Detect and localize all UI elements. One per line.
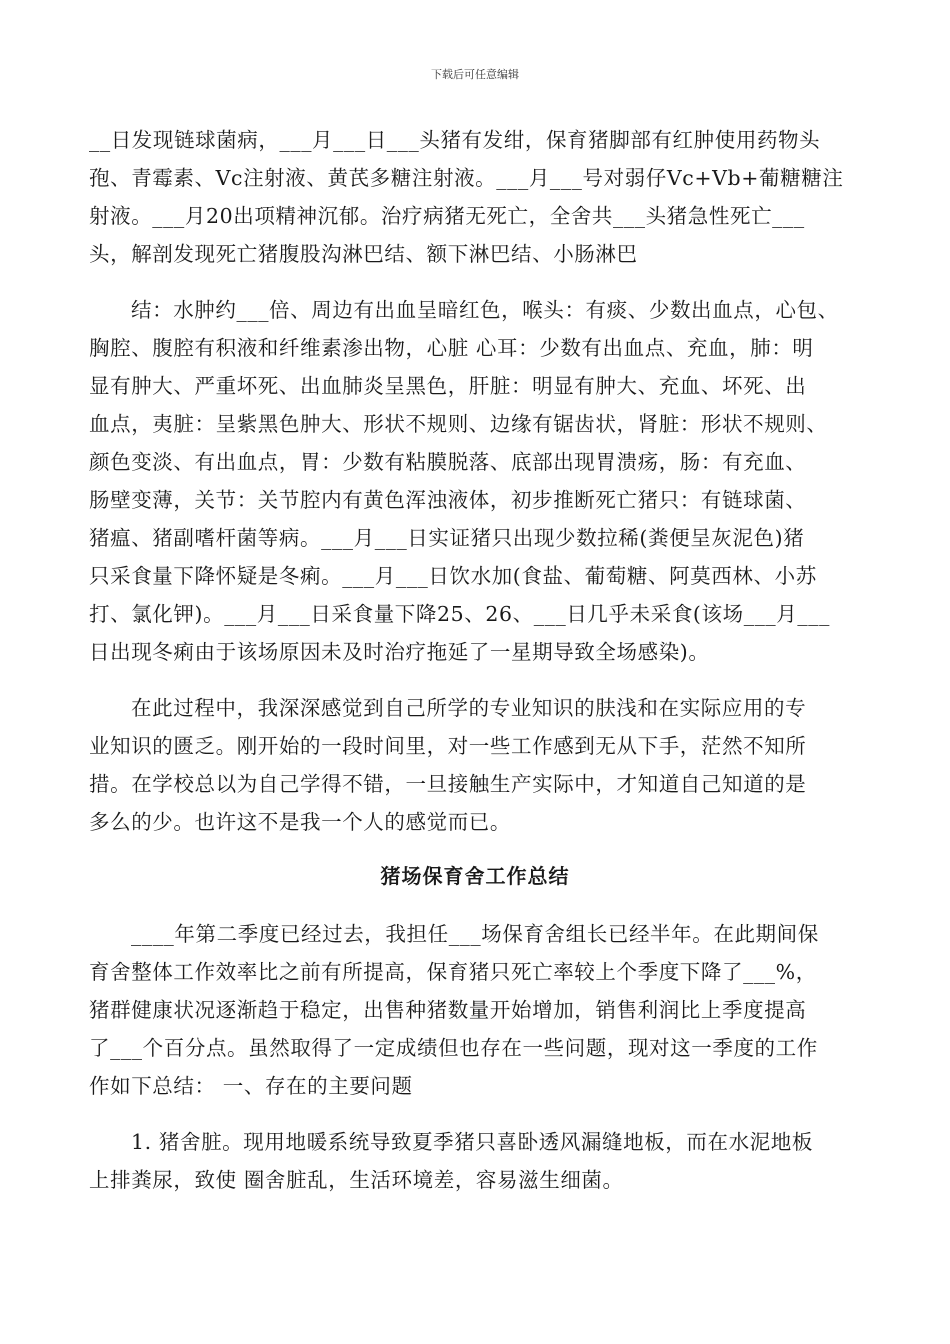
text-line: 在此过程中，我深深感觉到自己所学的专业知识的肤浅和在实际应用的专 [131,696,807,720]
text-line: 头，解剖发现死亡猪腹股沟淋巴结、额下淋巴结、小肠淋巴 [89,242,638,266]
page-header: 下载后可任意编辑 [431,68,519,81]
text-line: 显有肿大、严重坏死、出血肺炎呈黑色，肝脏：明显有肿大、充血、坏死、出 [89,374,807,398]
section-title: 猪场保育舍工作总结 [380,864,570,888]
text-line: 猪瘟、猪副嗜杆菌等病。___月___日实证猪只出现少数拉稀(粪便呈灰泥色)猪 [89,526,805,550]
text-line: 胸腔、腹腔有积液和纤维素渗出物，心脏 心耳：少数有出血点、充血，肺：明 [89,336,814,360]
text-line: 了___个百分点。虽然取得了一定成绩但也存在一些问题，现对这一季度的工作 [89,1036,818,1060]
text-line: 打、氯化钾)。___月___日采食量下降25、26、___日几乎未采食(该场___月___ [89,602,830,626]
text-line: 作如下总结： 一、存在的主要问题 [89,1074,413,1098]
text-line: ____年第二季度已经过去，我担任___场保育舍组长已经半年。在此期间保 [131,922,819,946]
text-line: 孢、青霉素、Vc注射液、黄芪多糖注射液。___月___号对弱仔Vc+Vb+葡糖糖注 [89,166,844,190]
text-line: 射液。___月20出项精神沉郁。治疗病猪无死亡，全舍共___头猪急性死亡___ [89,204,805,228]
text-line: 多么的少。也许这不是我一个人的感觉而已。 [89,810,511,834]
text-line: 措。在学校总以为自己学得不错，一旦接触生产实际中，才知道自己知道的是 [89,772,807,796]
text-line: 1. 猪舍脏。现用地暖系统导致夏季猪只喜卧透风漏缝地板，而在水泥地板 [131,1130,813,1154]
text-line: 颜色变淡、有出血点，胃：少数有粘膜脱落、底部出现胃溃疡，肠：有充血、 [89,450,807,474]
text-line: 只采食量下降怀疑是冬痢。___月___日饮水加(食盐、葡萄糖、阿莫西林、小苏 [89,564,817,588]
text-line: 结：水肿约___倍、周边有出血呈暗红色，喉头：有痰、少数出血点，心包、 [131,298,839,322]
text-line: 日出现冬痢由于该场原因未及时治疗拖延了一星期导致全场感染)。 [89,640,710,664]
text-line: 猪群健康状况逐渐趋于稳定，出售种猪数量开始增加，销售利润比上季度提高 [89,998,807,1022]
text-line: 肠壁变薄，关节：关节腔内有黄色浑浊液体，初步推断死亡猪只：有链球菌、 [89,488,807,512]
text-line: 血点，夷脏：呈紫黑色肿大、形状不规则、边缘有锯齿状，肾脏：形状不规则、 [89,412,828,436]
text-line: __日发现链球菌病，___月___日___头猪有发绀，保育猪脚部有红肿使用药物头 [89,128,821,152]
text-line: 上排粪尿，致使 圈舍脏乱，生活环境差，容易滋生细菌。 [89,1168,624,1192]
text-line: 育舍整体工作效率比之前有所提高，保育猪只死亡率较上个季度下降了___%， [89,960,817,984]
text-line: 业知识的匮乏。刚开始的一段时间里，对一些工作感到无从下手，茫然不知所 [89,734,807,758]
